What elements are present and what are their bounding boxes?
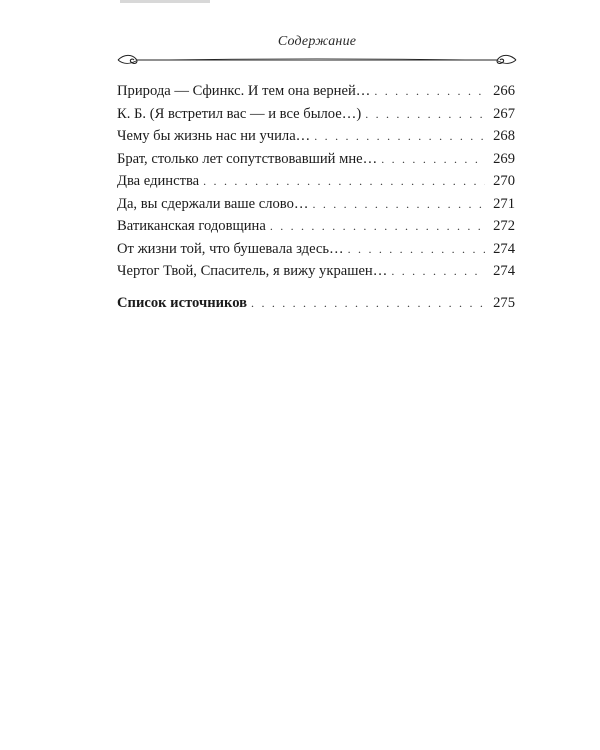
toc-entry-title: Да, вы сдержали ваше слово… xyxy=(117,195,309,212)
dot-leader xyxy=(203,170,485,193)
toc-entry[interactable] xyxy=(117,148,515,171)
toc-entry-page: 268 xyxy=(493,128,515,144)
toc-entry[interactable] xyxy=(117,170,515,193)
toc-entry-title: Чему бы жизнь нас ни учила… xyxy=(117,128,311,144)
dot-leader xyxy=(314,125,485,148)
toc-entry[interactable] xyxy=(117,238,515,261)
scan-artifact xyxy=(120,0,210,3)
table-of-contents xyxy=(117,80,515,314)
toc-entry-page: 275 xyxy=(493,294,515,311)
toc-entry-page: 266 xyxy=(493,83,515,99)
dot-leader xyxy=(312,193,485,216)
toc-entry-title: От жизни той, что бушевала здесь… xyxy=(117,240,344,257)
running-header xyxy=(116,34,518,68)
dot-leader xyxy=(270,215,485,238)
toc-entry-page: 269 xyxy=(493,150,515,167)
toc-entry[interactable] xyxy=(117,260,515,283)
toc-entry[interactable] xyxy=(117,215,515,238)
toc-entry-sources[interactable] xyxy=(117,292,515,315)
toc-entry[interactable] xyxy=(117,80,515,103)
toc-entry-page: 267 xyxy=(493,105,515,122)
toc-entry-page: 270 xyxy=(493,173,515,189)
toc-entry-title: Ватиканская годовщина xyxy=(117,218,266,234)
toc-entry-page: 271 xyxy=(493,195,515,212)
toc-entry-page: 272 xyxy=(493,218,515,234)
dot-leader xyxy=(391,260,485,283)
toc-entry-title: Чертог Твой, Спаситель, я вижу украшен… xyxy=(117,263,388,279)
toc-entry-title: Природа — Сфинкс. И тем она верней… xyxy=(117,83,371,99)
dot-leader xyxy=(374,80,485,103)
toc-entry-title: Два единства xyxy=(117,173,200,189)
toc-entry[interactable] xyxy=(117,103,515,126)
toc-entry[interactable] xyxy=(117,125,515,148)
toc-entry-page: 274 xyxy=(493,263,515,279)
dot-leader xyxy=(381,148,485,171)
dot-leader xyxy=(348,238,485,261)
ornamental-rule-icon xyxy=(116,51,518,67)
dot-leader xyxy=(251,292,485,315)
toc-entry-title: Список источников xyxy=(117,294,248,311)
running-title: Содержание xyxy=(277,34,357,49)
toc-entry-page: 274 xyxy=(493,240,515,257)
toc-entry[interactable] xyxy=(117,193,515,216)
toc-entry-title: Брат, столько лет сопутствовавший мне… xyxy=(117,150,378,167)
toc-entry-title: К. Б. (Я встретил вас — и все былое…) xyxy=(117,105,362,122)
dot-leader xyxy=(365,103,485,126)
